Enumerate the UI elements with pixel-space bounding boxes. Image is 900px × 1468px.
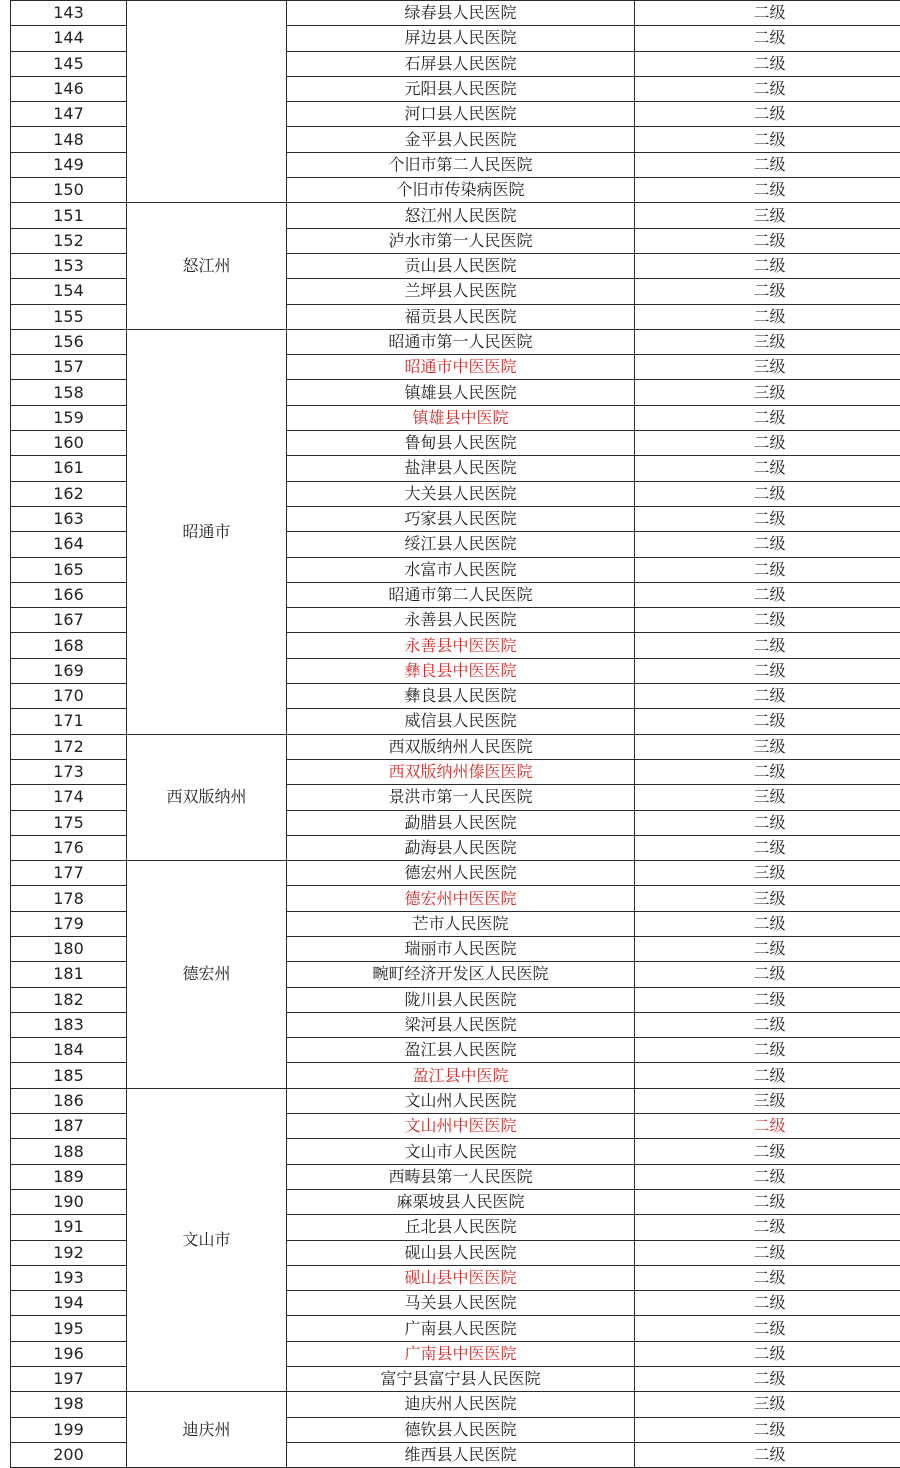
hospital-level: 三级 [635,1392,900,1417]
hospital-name: 福贡县人民医院 [287,304,635,329]
row-number: 181 [11,962,127,987]
table-row [11,1,900,26]
row-number: 147 [11,102,127,127]
hospital-level: 二级 [635,759,900,784]
hospital-level: 二级 [635,1316,900,1341]
row-number: 155 [11,304,127,329]
row-number: 157 [11,355,127,380]
hospital-name: 水富市人民医院 [287,557,635,582]
row-number: 146 [11,76,127,101]
row-number: 171 [11,709,127,734]
row-number: 170 [11,684,127,709]
row-number: 174 [11,785,127,810]
row-number: 183 [11,1012,127,1037]
hospital-name: 镇雄县中医院 [287,405,635,430]
hospital-level: 二级 [635,557,900,582]
hospital-name: 永善县中医医院 [287,633,635,658]
hospital-level: 二级 [635,835,900,860]
row-number: 158 [11,380,127,405]
hospital-level: 二级 [635,1,900,26]
hospital-level: 二级 [635,456,900,481]
hospital-name: 贡山县人民医院 [287,253,635,278]
hospital-level: 二级 [635,608,900,633]
hospital-name: 河口县人民医院 [287,102,635,127]
row-number: 143 [11,1,127,26]
hospital-name: 昭通市第一人民医院 [287,329,635,354]
hospital-name: 彝良县人民医院 [287,684,635,709]
hospital-level: 二级 [635,987,900,1012]
row-number: 166 [11,582,127,607]
row-number: 188 [11,1139,127,1164]
hospital-name: 畹町经济开发区人民医院 [287,962,635,987]
hospital-name: 石屏县人民医院 [287,51,635,76]
row-number: 145 [11,51,127,76]
row-number: 186 [11,1088,127,1113]
hospital-name: 彝良县中医医院 [287,658,635,683]
hospital-name: 德宏州中医医院 [287,886,635,911]
row-number: 160 [11,431,127,456]
table-row [11,734,900,759]
hospital-level: 二级 [635,633,900,658]
hospital-table [10,0,900,1468]
row-number: 162 [11,481,127,506]
hospital-level: 二级 [635,1240,900,1265]
hospital-name: 巧家县人民医院 [287,506,635,531]
hospital-name: 广南县中医医院 [287,1341,635,1366]
row-number: 180 [11,936,127,961]
row-number: 168 [11,633,127,658]
hospital-name: 砚山县人民医院 [287,1240,635,1265]
hospital-name: 景洪市第一人民医院 [287,785,635,810]
row-number: 187 [11,1114,127,1139]
hospital-name: 陇川县人民医院 [287,987,635,1012]
hospital-name: 丘北县人民医院 [287,1215,635,1240]
row-number: 198 [11,1392,127,1417]
hospital-level: 二级 [635,810,900,835]
hospital-level: 二级 [635,1189,900,1214]
hospital-level: 二级 [635,911,900,936]
row-number: 163 [11,506,127,531]
hospital-level: 二级 [635,228,900,253]
hospital-level: 三级 [635,861,900,886]
row-number: 159 [11,405,127,430]
hospital-level: 二级 [635,1038,900,1063]
hospital-name: 德宏州人民医院 [287,861,635,886]
hospital-level: 二级 [635,1265,900,1290]
row-number: 167 [11,608,127,633]
row-number: 185 [11,1063,127,1088]
hospital-name: 镇雄县人民医院 [287,380,635,405]
hospital-level: 二级 [635,962,900,987]
hospital-name: 维西县人民医院 [287,1442,635,1467]
hospital-level: 二级 [635,709,900,734]
hospital-level: 二级 [635,51,900,76]
region-cell: 昭通市 [127,329,287,734]
hospital-name: 文山市人民医院 [287,1139,635,1164]
hospital-level: 二级 [635,431,900,456]
hospital-level: 二级 [635,1012,900,1037]
hospital-name: 绥江县人民医院 [287,532,635,557]
hospital-level: 三级 [635,886,900,911]
hospital-level: 二级 [635,1417,900,1442]
region-cell: 迪庆州 [127,1392,287,1468]
hospital-level: 二级 [635,1114,900,1139]
hospital-level: 二级 [635,684,900,709]
hospital-name: 西双版纳州傣医医院 [287,759,635,784]
table-row [11,1392,900,1417]
row-number: 148 [11,127,127,152]
row-number: 175 [11,810,127,835]
region-cell: 德宏州 [127,861,287,1089]
hospital-level: 三级 [635,203,900,228]
row-number: 156 [11,329,127,354]
hospital-level: 二级 [635,1341,900,1366]
region-cell [127,1,287,203]
hospital-level: 三级 [635,1088,900,1113]
hospital-level: 三级 [635,785,900,810]
row-number: 149 [11,152,127,177]
hospital-name: 广南县人民医院 [287,1316,635,1341]
hospital-name: 永善县人民医院 [287,608,635,633]
row-number: 196 [11,1341,127,1366]
hospital-level: 三级 [635,380,900,405]
table-row [11,329,900,354]
hospital-name: 西畴县第一人民医院 [287,1164,635,1189]
hospital-level: 二级 [635,304,900,329]
hospital-level: 二级 [635,253,900,278]
hospital-name: 泸水市第一人民医院 [287,228,635,253]
hospital-level: 三级 [635,355,900,380]
region-cell: 文山市 [127,1088,287,1392]
row-number: 178 [11,886,127,911]
table-row [11,861,900,886]
hospital-name: 个旧市第二人民医院 [287,152,635,177]
hospital-name: 马关县人民医院 [287,1291,635,1316]
hospital-level: 二级 [635,1442,900,1467]
hospital-name: 屏边县人民医院 [287,26,635,51]
hospital-name: 绿春县人民医院 [287,1,635,26]
hospital-level: 二级 [635,506,900,531]
hospital-level: 二级 [635,76,900,101]
row-number: 197 [11,1367,127,1392]
hospital-name: 昭通市第二人民医院 [287,582,635,607]
hospital-level: 二级 [635,102,900,127]
hospital-name: 勐腊县人民医院 [287,810,635,835]
hospital-name: 富宁县富宁县人民医院 [287,1367,635,1392]
row-number: 153 [11,253,127,278]
hospital-name: 砚山县中医医院 [287,1265,635,1290]
region-cell: 怒江州 [127,203,287,329]
row-number: 169 [11,658,127,683]
hospital-name: 勐海县人民医院 [287,835,635,860]
row-number: 182 [11,987,127,1012]
row-number: 190 [11,1189,127,1214]
row-number: 150 [11,178,127,203]
hospital-name: 芒市人民医院 [287,911,635,936]
hospital-name: 兰坪县人民医院 [287,279,635,304]
row-number: 191 [11,1215,127,1240]
hospital-level: 二级 [635,1063,900,1088]
row-number: 177 [11,861,127,886]
hospital-name: 盈江县中医院 [287,1063,635,1088]
hospital-level: 二级 [635,1139,900,1164]
hospital-level: 二级 [635,1164,900,1189]
row-number: 192 [11,1240,127,1265]
hospital-level: 二级 [635,532,900,557]
row-number: 176 [11,835,127,860]
hospital-name: 麻栗坡县人民医院 [287,1189,635,1214]
table-row [11,1088,900,1113]
row-number: 172 [11,734,127,759]
hospital-name: 瑞丽市人民医院 [287,936,635,961]
table-row [11,203,900,228]
hospital-name: 鲁甸县人民医院 [287,431,635,456]
row-number: 164 [11,532,127,557]
hospital-name: 威信县人民医院 [287,709,635,734]
hospital-level: 二级 [635,1291,900,1316]
hospital-level: 二级 [635,279,900,304]
hospital-name: 大关县人民医院 [287,481,635,506]
hospital-level: 二级 [635,582,900,607]
row-number: 193 [11,1265,127,1290]
hospital-name: 文山州中医医院 [287,1114,635,1139]
hospital-level: 二级 [635,152,900,177]
hospital-level: 二级 [635,1215,900,1240]
hospital-name: 西双版纳州人民医院 [287,734,635,759]
hospital-name: 怒江州人民医院 [287,203,635,228]
region-cell: 西双版纳州 [127,734,287,860]
hospital-name: 个旧市传染病医院 [287,178,635,203]
hospital-level: 二级 [635,26,900,51]
hospital-table-body [11,1,900,1468]
row-number: 173 [11,759,127,784]
hospital-level: 二级 [635,936,900,961]
hospital-level: 二级 [635,1367,900,1392]
hospital-name: 金平县人民医院 [287,127,635,152]
row-number: 152 [11,228,127,253]
row-number: 200 [11,1442,127,1467]
row-number: 179 [11,911,127,936]
hospital-level: 二级 [635,658,900,683]
hospital-level: 二级 [635,481,900,506]
row-number: 161 [11,456,127,481]
row-number: 154 [11,279,127,304]
row-number: 144 [11,26,127,51]
hospital-name: 元阳县人民医院 [287,76,635,101]
row-number: 184 [11,1038,127,1063]
hospital-name: 盈江县人民医院 [287,1038,635,1063]
row-number: 151 [11,203,127,228]
hospital-level: 二级 [635,178,900,203]
row-number: 165 [11,557,127,582]
hospital-level: 三级 [635,734,900,759]
hospital-name: 德钦县人民医院 [287,1417,635,1442]
row-number: 199 [11,1417,127,1442]
hospital-name: 盐津县人民医院 [287,456,635,481]
hospital-name: 文山州人民医院 [287,1088,635,1113]
row-number: 189 [11,1164,127,1189]
hospital-level: 二级 [635,127,900,152]
hospital-name: 梁河县人民医院 [287,1012,635,1037]
hospital-name: 迪庆州人民医院 [287,1392,635,1417]
hospital-level: 三级 [635,329,900,354]
row-number: 195 [11,1316,127,1341]
hospital-name: 昭通市中医医院 [287,355,635,380]
hospital-level: 二级 [635,405,900,430]
row-number: 194 [11,1291,127,1316]
